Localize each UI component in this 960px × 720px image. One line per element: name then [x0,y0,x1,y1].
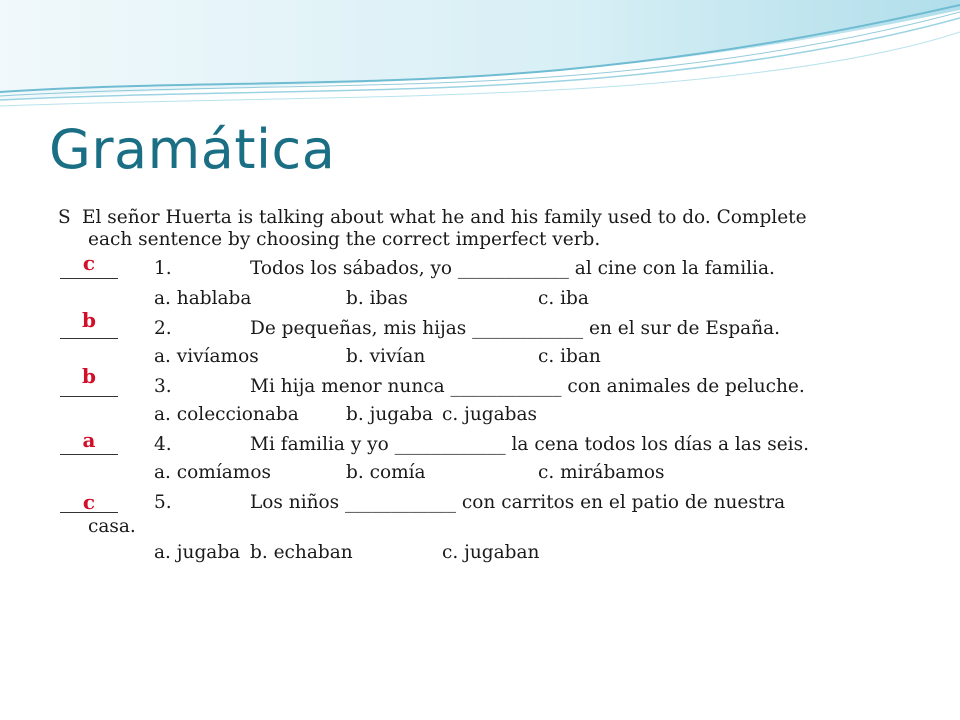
question-number-2: 2. [154,318,172,339]
answer-1: c [82,251,96,275]
answer-4: a [82,428,96,452]
option-a-2[interactable]: a. vivíamos [154,346,259,367]
option-a-4[interactable]: a. comíamos [154,462,271,483]
instructions-text [60,207,920,251]
answer-blank-1[interactable] [60,278,118,279]
question-stem-3: Mi hija menor nunca ____________ con animales de peluche. [250,376,805,397]
question-stem-4: Mi familia y yo ____________ la cena todos los días a las seis. [250,434,809,455]
option-c-4[interactable]: c. mirábamos [538,462,665,483]
option-c-2[interactable]: c. iban [538,346,601,367]
answer-2: b [82,308,96,332]
header-wave-decoration [0,0,960,110]
answer-5: c [82,490,96,514]
answer-blank-4[interactable] [60,454,118,455]
question-5-continuation: casa. [88,516,136,537]
option-c-1[interactable]: c. iba [538,288,589,309]
option-b-1[interactable]: b. ibas [346,288,408,309]
question-stem-2: De pequeñas, mis hijas ____________ en el sur de España. [250,318,781,339]
question-stem-5: Los niños ____________ con carritos en el patio de nuestra [250,492,786,513]
answer-3: b [82,364,96,388]
question-stem-1: Todos los sábados, yo ____________ al cine con la familia. [250,258,775,279]
instructions-line-2: each sentence by choosing the correct imperfect verb. [88,229,601,250]
option-b-5[interactable]: b. echaban [250,542,353,563]
question-number-5: 5. [154,492,172,513]
option-a-3[interactable]: a. coleccionaba [154,404,299,425]
instructions-bullet: S [58,207,71,228]
option-b-3[interactable]: b. jugaba [346,404,433,425]
option-a-1[interactable]: a. hablaba [154,288,252,309]
question-number-4: 4. [154,434,172,455]
instructions [60,207,920,251]
answer-blank-5[interactable] [60,512,118,513]
option-b-2[interactable]: b. vivían [346,346,426,367]
option-a-5[interactable]: a. jugaba [154,542,241,563]
question-number-1: 1. [154,258,172,279]
instructions-line-1: El señor Huerta is talking about what he and his family used to do. Complete [82,207,807,228]
option-c-5[interactable]: c. jugaban [442,542,540,563]
answer-blank-2[interactable] [60,338,118,339]
answer-blank-3[interactable] [60,396,118,397]
slide-title: Gramática [49,118,336,181]
option-c-3[interactable]: c. jugabas [442,404,538,425]
question-number-3: 3. [154,376,172,397]
option-b-4[interactable]: b. comía [346,462,426,483]
